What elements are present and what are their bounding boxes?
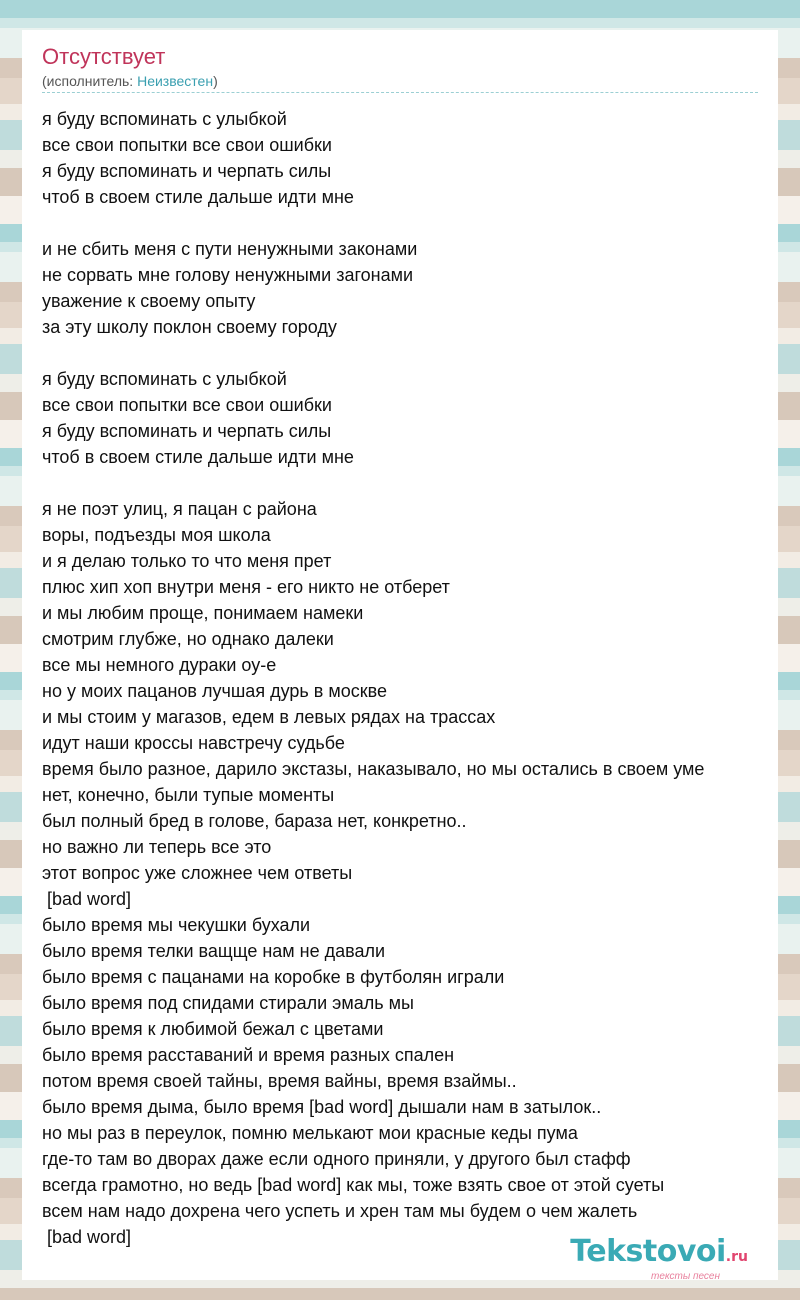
lyric-line: я буду вспоминать с улыбкой [42,369,287,389]
artist-suffix: ) [213,73,218,89]
lyric-line: идут наши кроссы навстречу судьбе [42,733,345,753]
logo-tagline: тексты песен [651,1271,720,1280]
lyric-line: было время мы чекушки бухали [42,915,311,935]
lyric-line: за эту школу поклон своему городу [42,317,337,337]
lyric-line: смотрим глубже, но однако далеки [42,629,334,649]
lyric-line: было время телки ващще нам не давали [42,941,386,961]
logo-name: Tekstovoi [570,1234,726,1269]
lyric-line: все свои попытки все свои ошибки [42,135,332,155]
lyric-line: я буду вспоминать и черпать силы [42,161,332,181]
lyric-line: и мы стоим у магазов, едем в левых рядах на трассах [42,707,496,727]
lyric-line: потом время своей тайны, время вайны, время взаймы.. [42,1071,517,1091]
lyric-line: было время с пацанами на коробке в футболян играли [42,967,505,987]
lyric-line: я не поэт улиц, я пацан с района [42,499,317,519]
lyric-line: время было разное, дарило экстазы, наказывало, но мы остались в своем уме [42,759,705,779]
lyric-line: было время под спидами стирали эмаль мы [42,993,414,1013]
lyric-line: было время к любимой бежал с цветами [42,1019,384,1039]
lyric-line: было время дыма, было время [bad word] дышали нам в затылок.. [42,1097,602,1117]
lyric-line: где-то там во дворах даже если одного приняли, у другого был стафф [42,1149,631,1169]
logo-tld: .ru [725,1249,748,1265]
lyric-line: и я делаю только то что меня прет [42,551,332,571]
site-logo[interactable] [570,1236,748,1280]
lyric-line: [bad word] [42,1227,132,1247]
lyric-line: всегда грамотно, но ведь [bad word] как мы, тоже взять свое от этой суеты [42,1175,665,1195]
lyrics-card [22,30,778,1280]
lyric-line: чтоб в своем стиле дальше идти мне [42,187,354,207]
lyric-line: но у моих пацанов лучшая дурь в москве [42,681,387,701]
song-title: Отсутствует [42,44,166,69]
lyric-line: и не сбить меня с пути ненужными законами [42,239,418,259]
lyric-line: и мы любим проще, понимаем намеки [42,603,364,623]
lyric-line: все мы немного дураки оу-е [42,655,277,675]
lyric-line: был полный бред в голове, бараза нет, конкретно.. [42,811,467,831]
lyric-line: всем нам надо дохрена чего успеть и хрен там мы будем о чем жалеть [42,1201,638,1221]
artist-link[interactable]: Неизвестен [137,73,214,89]
lyric-line: я буду вспоминать и черпать силы [42,421,332,441]
lyric-line: было время расставаний и время разных спален [42,1045,455,1065]
lyric-line: но важно ли теперь все это [42,837,272,857]
title-divider [42,92,758,93]
logo-wordmark [570,1236,748,1273]
lyric-line: не сорвать мне голову ненужными загонами [42,265,414,285]
lyric-line: чтоб в своем стиле дальше идти мне [42,447,354,467]
lyric-line: [bad word] [42,889,132,909]
lyrics-text [42,106,704,1250]
lyric-line: все свои попытки все свои ошибки [42,395,332,415]
lyric-line: я буду вспоминать с улыбкой [42,109,287,129]
lyric-line: уважение к своему опыту [42,291,256,311]
artist-line [42,73,218,89]
artist-prefix: (исполнитель: [42,73,138,89]
lyric-blank-line [42,470,704,496]
lyric-blank-line [42,340,704,366]
lyric-line: нет, конечно, были тупые моменты [42,785,335,805]
lyric-line: но мы раз в переулок, помню мелькают мои красные кеды пума [42,1123,578,1143]
lyric-line: плюс хип хоп внутри меня - его никто не отберет [42,577,450,597]
lyric-line: этот вопрос уже сложнее чем ответы [42,863,353,883]
lyric-blank-line [42,210,704,236]
lyric-line: воры, подъезды моя школа [42,525,271,545]
